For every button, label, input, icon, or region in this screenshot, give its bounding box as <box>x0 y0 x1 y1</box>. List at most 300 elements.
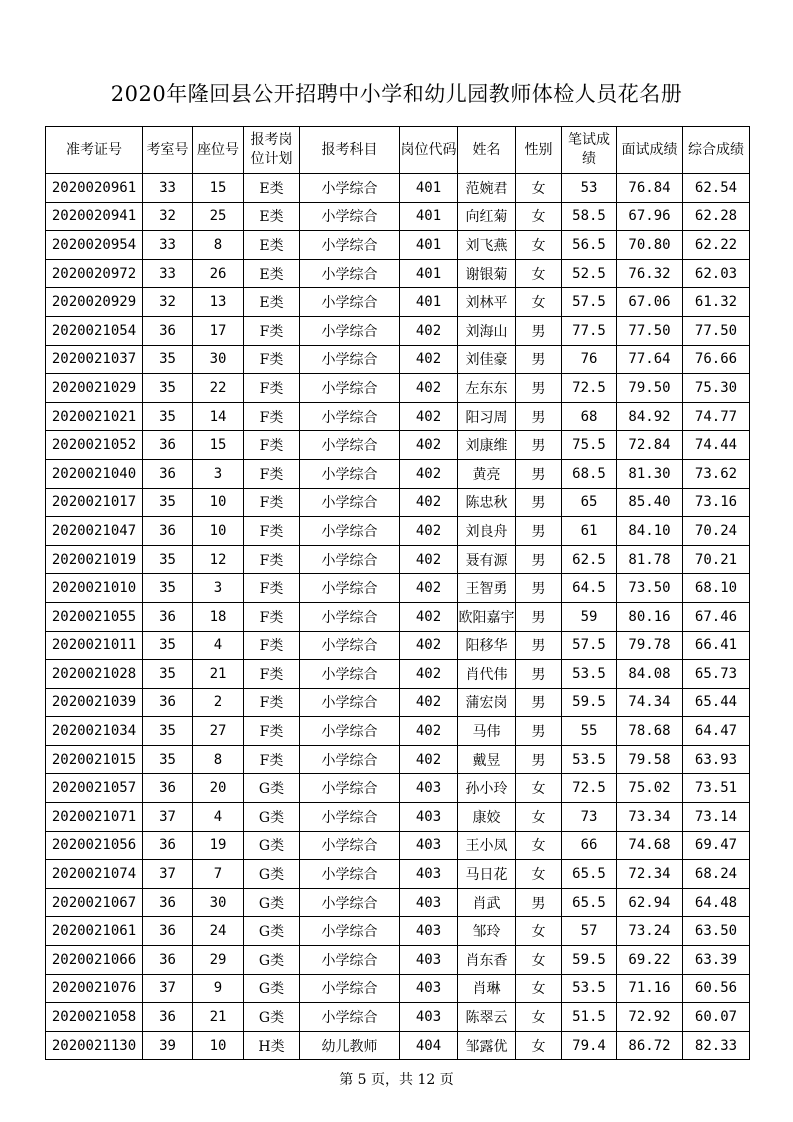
cell-interview-score: 84.10 <box>617 517 683 546</box>
cell-written-score: 66 <box>562 831 617 860</box>
cell-room: 36 <box>143 602 193 631</box>
table-row <box>46 574 750 603</box>
cell-interview-score: 86.72 <box>617 1031 683 1060</box>
cell-gender: 男 <box>516 717 562 746</box>
cell-seat: 15 <box>193 174 244 203</box>
cell-written-score: 53.5 <box>562 745 617 774</box>
cell-gender: 男 <box>516 459 562 488</box>
cell-room: 35 <box>143 545 193 574</box>
cell-seat: 25 <box>193 202 244 231</box>
table-body <box>46 174 750 1060</box>
cell-seat: 21 <box>193 1003 244 1032</box>
cell-subject: 小学综合 <box>300 459 400 488</box>
cell-seat: 30 <box>193 345 244 374</box>
cell-total-score: 82.33 <box>683 1031 750 1060</box>
table-row <box>46 374 750 403</box>
cell-name: 刘康维 <box>458 431 516 460</box>
cell-gender: 女 <box>516 174 562 203</box>
cell-position-code: 401 <box>400 288 458 317</box>
cell-room: 33 <box>143 259 193 288</box>
cell-subject: 小学综合 <box>300 745 400 774</box>
table-row <box>46 745 750 774</box>
cell-gender: 男 <box>516 431 562 460</box>
cell-interview-score: 72.92 <box>617 1003 683 1032</box>
cell-position-plan: F类 <box>244 402 300 431</box>
cell-name: 马伟 <box>458 717 516 746</box>
cell-room: 35 <box>143 631 193 660</box>
cell-total-score: 63.50 <box>683 917 750 946</box>
cell-room: 35 <box>143 488 193 517</box>
cell-total-score: 77.50 <box>683 316 750 345</box>
cell-total-score: 65.73 <box>683 660 750 689</box>
cell-seat: 30 <box>193 888 244 917</box>
cell-subject: 小学综合 <box>300 774 400 803</box>
cell-name: 向红菊 <box>458 202 516 231</box>
cell-written-score: 57.5 <box>562 288 617 317</box>
cell-room: 36 <box>143 888 193 917</box>
header-gender: 性别 <box>516 127 562 174</box>
cell-written-score: 68 <box>562 402 617 431</box>
cell-exam-id: 2020021057 <box>46 774 143 803</box>
cell-interview-score: 78.68 <box>617 717 683 746</box>
cell-seat: 13 <box>193 288 244 317</box>
cell-gender: 女 <box>516 831 562 860</box>
cell-room: 36 <box>143 917 193 946</box>
table-row <box>46 946 750 975</box>
table-row <box>46 917 750 946</box>
table-row <box>46 517 750 546</box>
cell-written-score: 65.5 <box>562 888 617 917</box>
cell-interview-score: 73.34 <box>617 803 683 832</box>
cell-position-plan: F类 <box>244 459 300 488</box>
cell-position-code: 402 <box>400 517 458 546</box>
cell-exam-id: 2020021074 <box>46 860 143 889</box>
cell-subject: 小学综合 <box>300 688 400 717</box>
cell-written-score: 65 <box>562 488 617 517</box>
cell-seat: 8 <box>193 745 244 774</box>
cell-room: 37 <box>143 860 193 889</box>
cell-position-plan: E类 <box>244 288 300 317</box>
cell-total-score: 70.21 <box>683 545 750 574</box>
cell-position-code: 402 <box>400 660 458 689</box>
table-header-row <box>46 127 750 174</box>
cell-interview-score: 77.64 <box>617 345 683 374</box>
cell-gender: 男 <box>516 688 562 717</box>
cell-total-score: 74.44 <box>683 431 750 460</box>
cell-subject: 小学综合 <box>300 231 400 260</box>
cell-subject: 小学综合 <box>300 316 400 345</box>
cell-position-code: 402 <box>400 574 458 603</box>
cell-gender: 女 <box>516 860 562 889</box>
cell-interview-score: 72.84 <box>617 431 683 460</box>
cell-subject: 小学综合 <box>300 602 400 631</box>
cell-written-score: 53.5 <box>562 660 617 689</box>
cell-gender: 女 <box>516 803 562 832</box>
cell-subject: 小学综合 <box>300 831 400 860</box>
cell-name: 黄亮 <box>458 459 516 488</box>
cell-name: 聂有源 <box>458 545 516 574</box>
cell-position-plan: F类 <box>244 660 300 689</box>
roster-table <box>45 126 750 1060</box>
cell-position-code: 401 <box>400 174 458 203</box>
cell-subject: 幼儿教师 <box>300 1031 400 1060</box>
cell-position-code: 402 <box>400 316 458 345</box>
cell-interview-score: 79.78 <box>617 631 683 660</box>
cell-position-plan: F类 <box>244 717 300 746</box>
cell-gender: 男 <box>516 745 562 774</box>
cell-interview-score: 81.78 <box>617 545 683 574</box>
cell-name: 戴昱 <box>458 745 516 774</box>
cell-gender: 男 <box>516 517 562 546</box>
cell-written-score: 73 <box>562 803 617 832</box>
header-seat: 座位号 <box>193 127 244 174</box>
cell-room: 35 <box>143 660 193 689</box>
cell-name: 肖琳 <box>458 974 516 1003</box>
cell-position-code: 402 <box>400 745 458 774</box>
cell-written-score: 62.5 <box>562 545 617 574</box>
cell-subject: 小学综合 <box>300 574 400 603</box>
cell-interview-score: 75.02 <box>617 774 683 803</box>
table-row <box>46 202 750 231</box>
cell-name: 王小凤 <box>458 831 516 860</box>
cell-position-code: 402 <box>400 488 458 517</box>
header-position-code: 岗位代码 <box>400 127 458 174</box>
cell-position-code: 402 <box>400 602 458 631</box>
cell-written-score: 53 <box>562 174 617 203</box>
cell-interview-score: 76.84 <box>617 174 683 203</box>
page-title: 2020年隆回县公开招聘中小学和幼儿园教师体检人员花名册 <box>110 82 683 106</box>
cell-position-plan: F类 <box>244 431 300 460</box>
header-interview-score: 面试成绩 <box>617 127 683 174</box>
cell-total-score: 64.48 <box>683 888 750 917</box>
table-row <box>46 459 750 488</box>
cell-name: 肖代伟 <box>458 660 516 689</box>
cell-room: 36 <box>143 316 193 345</box>
cell-position-plan: E类 <box>244 231 300 260</box>
cell-seat: 4 <box>193 803 244 832</box>
cell-gender: 女 <box>516 974 562 1003</box>
cell-exam-id: 2020021067 <box>46 888 143 917</box>
cell-total-score: 60.56 <box>683 974 750 1003</box>
table-row <box>46 1003 750 1032</box>
cell-interview-score: 73.50 <box>617 574 683 603</box>
cell-room: 33 <box>143 174 193 203</box>
cell-gender: 男 <box>516 316 562 345</box>
cell-position-plan: G类 <box>244 946 300 975</box>
cell-name: 肖东香 <box>458 946 516 975</box>
cell-total-score: 76.66 <box>683 345 750 374</box>
cell-position-plan: F类 <box>244 574 300 603</box>
table-row <box>46 1031 750 1060</box>
cell-exam-id: 2020021056 <box>46 831 143 860</box>
cell-subject: 小学综合 <box>300 860 400 889</box>
table-row <box>46 974 750 1003</box>
cell-subject: 小学综合 <box>300 917 400 946</box>
cell-exam-id: 2020021061 <box>46 917 143 946</box>
cell-written-score: 76 <box>562 345 617 374</box>
cell-exam-id: 2020021017 <box>46 488 143 517</box>
cell-position-plan: H类 <box>244 1031 300 1060</box>
cell-exam-id: 2020021130 <box>46 1031 143 1060</box>
table-row <box>46 774 750 803</box>
cell-seat: 20 <box>193 774 244 803</box>
cell-name: 刘林平 <box>458 288 516 317</box>
cell-seat: 22 <box>193 374 244 403</box>
cell-position-plan: F类 <box>244 488 300 517</box>
cell-gender: 女 <box>516 231 562 260</box>
cell-written-score: 51.5 <box>562 1003 617 1032</box>
cell-name: 刘佳豪 <box>458 345 516 374</box>
cell-room: 37 <box>143 803 193 832</box>
cell-written-score: 57 <box>562 917 617 946</box>
cell-total-score: 60.07 <box>683 1003 750 1032</box>
cell-name: 邹露优 <box>458 1031 516 1060</box>
cell-total-score: 63.39 <box>683 946 750 975</box>
cell-name: 刘良舟 <box>458 517 516 546</box>
cell-room: 39 <box>143 1031 193 1060</box>
cell-exam-id: 2020021047 <box>46 517 143 546</box>
header-exam-id: 准考证号 <box>46 127 143 174</box>
cell-position-plan: G类 <box>244 1003 300 1032</box>
cell-subject: 小学综合 <box>300 202 400 231</box>
table-row <box>46 660 750 689</box>
cell-position-code: 403 <box>400 974 458 1003</box>
cell-room: 36 <box>143 1003 193 1032</box>
cell-total-score: 70.24 <box>683 517 750 546</box>
cell-total-score: 73.14 <box>683 803 750 832</box>
cell-seat: 4 <box>193 631 244 660</box>
cell-position-plan: G类 <box>244 803 300 832</box>
cell-position-code: 402 <box>400 345 458 374</box>
cell-seat: 12 <box>193 545 244 574</box>
cell-position-plan: F类 <box>244 374 300 403</box>
cell-position-code: 402 <box>400 688 458 717</box>
cell-subject: 小学综合 <box>300 259 400 288</box>
cell-exam-id: 2020021040 <box>46 459 143 488</box>
table-row <box>46 717 750 746</box>
cell-name: 肖武 <box>458 888 516 917</box>
cell-total-score: 62.03 <box>683 259 750 288</box>
cell-interview-score: 70.80 <box>617 231 683 260</box>
cell-written-score: 56.5 <box>562 231 617 260</box>
table-row <box>46 831 750 860</box>
table-row <box>46 231 750 260</box>
cell-interview-score: 85.40 <box>617 488 683 517</box>
cell-subject: 小学综合 <box>300 402 400 431</box>
cell-seat: 29 <box>193 946 244 975</box>
cell-position-code: 402 <box>400 545 458 574</box>
cell-interview-score: 79.58 <box>617 745 683 774</box>
cell-gender: 男 <box>516 631 562 660</box>
cell-total-score: 69.47 <box>683 831 750 860</box>
cell-interview-score: 74.68 <box>617 831 683 860</box>
cell-name: 刘飞燕 <box>458 231 516 260</box>
table-row <box>46 402 750 431</box>
cell-seat: 8 <box>193 231 244 260</box>
cell-name: 陈翠云 <box>458 1003 516 1032</box>
cell-gender: 女 <box>516 774 562 803</box>
cell-seat: 10 <box>193 1031 244 1060</box>
cell-interview-score: 73.24 <box>617 917 683 946</box>
cell-exam-id: 2020021034 <box>46 717 143 746</box>
cell-interview-score: 72.34 <box>617 860 683 889</box>
cell-position-plan: G类 <box>244 774 300 803</box>
cell-position-code: 402 <box>400 431 458 460</box>
cell-position-code: 403 <box>400 860 458 889</box>
table-row <box>46 174 750 203</box>
cell-written-score: 61 <box>562 517 617 546</box>
cell-subject: 小学综合 <box>300 288 400 317</box>
cell-written-score: 58.5 <box>562 202 617 231</box>
cell-position-plan: G类 <box>244 831 300 860</box>
cell-total-score: 62.54 <box>683 174 750 203</box>
cell-subject: 小学综合 <box>300 517 400 546</box>
cell-total-score: 73.51 <box>683 774 750 803</box>
cell-interview-score: 67.06 <box>617 288 683 317</box>
cell-name: 左东东 <box>458 374 516 403</box>
cell-written-score: 53.5 <box>562 974 617 1003</box>
table-row <box>46 345 750 374</box>
cell-name: 阳移华 <box>458 631 516 660</box>
cell-room: 35 <box>143 374 193 403</box>
cell-seat: 17 <box>193 316 244 345</box>
cell-position-plan: G类 <box>244 860 300 889</box>
cell-position-plan: G类 <box>244 974 300 1003</box>
cell-total-score: 67.46 <box>683 602 750 631</box>
table-row <box>46 316 750 345</box>
cell-position-code: 404 <box>400 1031 458 1060</box>
cell-exam-id: 2020021037 <box>46 345 143 374</box>
cell-gender: 男 <box>516 545 562 574</box>
cell-position-code: 402 <box>400 402 458 431</box>
header-name: 姓名 <box>458 127 516 174</box>
cell-total-score: 74.77 <box>683 402 750 431</box>
cell-position-code: 402 <box>400 459 458 488</box>
cell-seat: 19 <box>193 831 244 860</box>
cell-exam-id: 2020021076 <box>46 974 143 1003</box>
cell-gender: 男 <box>516 660 562 689</box>
cell-exam-id: 2020021015 <box>46 745 143 774</box>
cell-interview-score: 76.32 <box>617 259 683 288</box>
cell-position-code: 402 <box>400 717 458 746</box>
cell-exam-id: 2020021052 <box>46 431 143 460</box>
cell-seat: 10 <box>193 517 244 546</box>
header-position-plan: 报考岗位计划 <box>244 127 300 174</box>
cell-seat: 15 <box>193 431 244 460</box>
cell-interview-score: 84.92 <box>617 402 683 431</box>
cell-position-code: 403 <box>400 803 458 832</box>
cell-position-code: 403 <box>400 1003 458 1032</box>
cell-subject: 小学综合 <box>300 1003 400 1032</box>
cell-gender: 男 <box>516 574 562 603</box>
cell-total-score: 62.22 <box>683 231 750 260</box>
table-row <box>46 631 750 660</box>
cell-exam-id: 2020021021 <box>46 402 143 431</box>
cell-position-plan: F类 <box>244 345 300 374</box>
cell-position-code: 401 <box>400 231 458 260</box>
cell-name: 陈忠秋 <box>458 488 516 517</box>
cell-subject: 小学综合 <box>300 660 400 689</box>
cell-position-code: 403 <box>400 831 458 860</box>
cell-total-score: 75.30 <box>683 374 750 403</box>
cell-seat: 3 <box>193 574 244 603</box>
cell-subject: 小学综合 <box>300 974 400 1003</box>
cell-subject: 小学综合 <box>300 345 400 374</box>
cell-written-score: 77.5 <box>562 316 617 345</box>
cell-exam-id: 2020021011 <box>46 631 143 660</box>
cell-seat: 3 <box>193 459 244 488</box>
header-written-score: 笔试成绩 <box>562 127 617 174</box>
cell-position-code: 401 <box>400 202 458 231</box>
cell-room: 36 <box>143 831 193 860</box>
cell-room: 35 <box>143 402 193 431</box>
cell-seat: 26 <box>193 259 244 288</box>
cell-room: 37 <box>143 974 193 1003</box>
cell-seat: 27 <box>193 717 244 746</box>
cell-position-code: 403 <box>400 917 458 946</box>
table-row <box>46 259 750 288</box>
cell-exam-id: 2020021055 <box>46 602 143 631</box>
header-room: 考室号 <box>143 127 193 174</box>
cell-position-code: 402 <box>400 374 458 403</box>
cell-room: 36 <box>143 774 193 803</box>
cell-subject: 小学综合 <box>300 717 400 746</box>
cell-name: 王智勇 <box>458 574 516 603</box>
cell-interview-score: 62.94 <box>617 888 683 917</box>
cell-exam-id: 2020021039 <box>46 688 143 717</box>
cell-written-score: 72.5 <box>562 774 617 803</box>
cell-seat: 10 <box>193 488 244 517</box>
cell-name: 蒲宏岗 <box>458 688 516 717</box>
cell-subject: 小学综合 <box>300 374 400 403</box>
page-footer: 第 5 页，共 12 页 <box>339 1072 454 1088</box>
cell-written-score: 75.5 <box>562 431 617 460</box>
cell-position-plan: G类 <box>244 917 300 946</box>
table-row <box>46 803 750 832</box>
cell-total-score: 63.93 <box>683 745 750 774</box>
cell-seat: 18 <box>193 602 244 631</box>
cell-position-plan: F类 <box>244 545 300 574</box>
cell-subject: 小学综合 <box>300 431 400 460</box>
cell-position-plan: F类 <box>244 688 300 717</box>
cell-interview-score: 80.16 <box>617 602 683 631</box>
cell-position-plan: E类 <box>244 174 300 203</box>
cell-exam-id: 2020020941 <box>46 202 143 231</box>
cell-exam-id: 2020020961 <box>46 174 143 203</box>
header-subject: 报考科目 <box>300 127 400 174</box>
cell-room: 33 <box>143 231 193 260</box>
cell-exam-id: 2020021029 <box>46 374 143 403</box>
cell-room: 36 <box>143 688 193 717</box>
cell-name: 刘海山 <box>458 316 516 345</box>
cell-exam-id: 2020021058 <box>46 1003 143 1032</box>
cell-room: 35 <box>143 717 193 746</box>
cell-subject: 小学综合 <box>300 946 400 975</box>
cell-gender: 女 <box>516 202 562 231</box>
cell-total-score: 73.16 <box>683 488 750 517</box>
table-row <box>46 488 750 517</box>
cell-total-score: 61.32 <box>683 288 750 317</box>
cell-room: 35 <box>143 345 193 374</box>
cell-gender: 女 <box>516 259 562 288</box>
header-total-score: 综合成绩 <box>683 127 750 174</box>
table-row <box>46 888 750 917</box>
table-row <box>46 860 750 889</box>
cell-written-score: 64.5 <box>562 574 617 603</box>
cell-written-score: 59.5 <box>562 946 617 975</box>
cell-position-plan: F类 <box>244 602 300 631</box>
cell-name: 阳习周 <box>458 402 516 431</box>
